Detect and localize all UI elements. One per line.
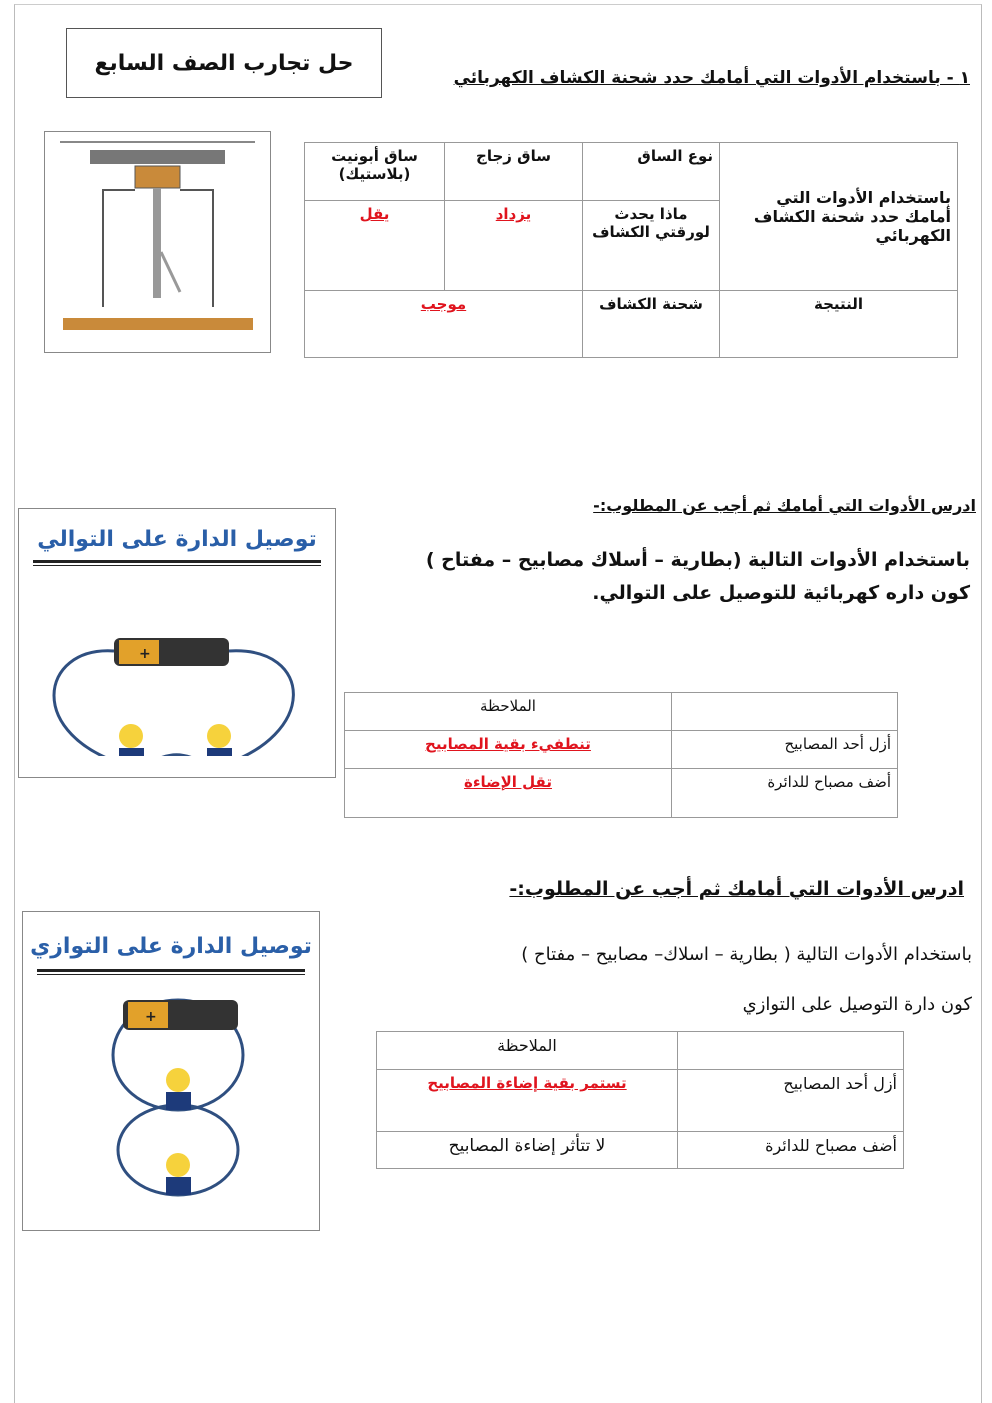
electroscope-icon bbox=[45, 132, 270, 352]
q2-note-header: الملاحظة bbox=[345, 693, 672, 731]
q2-table bbox=[344, 692, 898, 818]
electroscope-image bbox=[44, 131, 271, 353]
q3-empty-header bbox=[678, 1032, 904, 1070]
q3-note-1: تستمر بقية إضاءة المصابيح bbox=[427, 1074, 627, 1092]
parallel-circuit-icon bbox=[23, 975, 319, 1205]
q3-heading: ادرس الأدوات التي أمامك ثم أجب عن المطلوب:- bbox=[509, 878, 964, 900]
q3-line2: كون دارة التوصيل على التوازي bbox=[742, 994, 972, 1015]
q1-heading: ١ - باستخدام الأدوات التي أمامك حدد شحنة الكشاف الكهربائي bbox=[453, 68, 970, 88]
series-image-title: توصيل الدارة على التوالي bbox=[37, 527, 317, 552]
charge-answer: موجب bbox=[420, 295, 467, 313]
q3-action-1: أزل أحد المصابيح bbox=[678, 1070, 904, 1132]
q2-instructions bbox=[426, 544, 970, 610]
q3-action-2: أضف مصباح للدائرة bbox=[678, 1132, 904, 1169]
row-type-label: نوع الساق bbox=[583, 143, 720, 201]
ebonite-answer: يقل bbox=[359, 205, 390, 223]
svg-text:+: + bbox=[145, 1009, 157, 1025]
parallel-circuit-image bbox=[22, 911, 320, 1231]
q1-table bbox=[304, 142, 958, 358]
page-title: حل تجارب الصف السابع bbox=[66, 28, 382, 98]
q2-heading: ادرس الأدوات التي أمامك ثم أجب عن المطلوب:- bbox=[593, 496, 976, 515]
glass-label: ساق زجاج bbox=[445, 143, 583, 201]
q3-instructions bbox=[521, 930, 972, 1030]
row-what-label: ماذا يحدث لورقتي الكشاف bbox=[583, 201, 720, 291]
svg-text:+: + bbox=[139, 646, 151, 662]
q2-empty-header bbox=[672, 693, 898, 731]
q3-table bbox=[376, 1031, 904, 1169]
q2-note-1: تنطفيء بقية المصابيح bbox=[425, 735, 591, 753]
q3-line1: باستخدام الأدوات التالية ( بطارية – اسلاك– مصابيح – مفتاح ) bbox=[521, 944, 972, 965]
result-label: النتيجة bbox=[720, 291, 958, 358]
glass-answer: يزداد bbox=[495, 205, 532, 223]
charge-label: شحنة الكشاف bbox=[583, 291, 720, 358]
series-circuit-icon bbox=[19, 566, 335, 756]
series-circuit-image bbox=[18, 508, 336, 778]
q3-note-header: الملاحظة bbox=[377, 1032, 678, 1070]
ebonite-label: ساق أبونيت (بلاستيك) bbox=[305, 143, 445, 201]
q2-line1: باستخدام الأدوات التالية (بطارية – أسلاك مصابيح – مفتاح ) bbox=[425, 549, 970, 571]
q2-note-2: تقل الإضاءة bbox=[463, 773, 552, 791]
q2-action-2: أضف مصباح للدائرة bbox=[672, 769, 898, 818]
q2-action-1: أزل أحد المصابيح bbox=[672, 731, 898, 769]
q2-line2: كون داره كهربائية للتوصيل على التوالي. bbox=[592, 582, 970, 604]
q1-side-label: باستخدام الأدوات التي أمامك حدد شحنة الكشاف الكهربائي bbox=[720, 143, 958, 291]
parallel-image-title: توصيل الدارة على التوازي bbox=[30, 934, 312, 959]
q3-note-2: لا تتأثر إضاءة المصابيح bbox=[377, 1132, 678, 1169]
